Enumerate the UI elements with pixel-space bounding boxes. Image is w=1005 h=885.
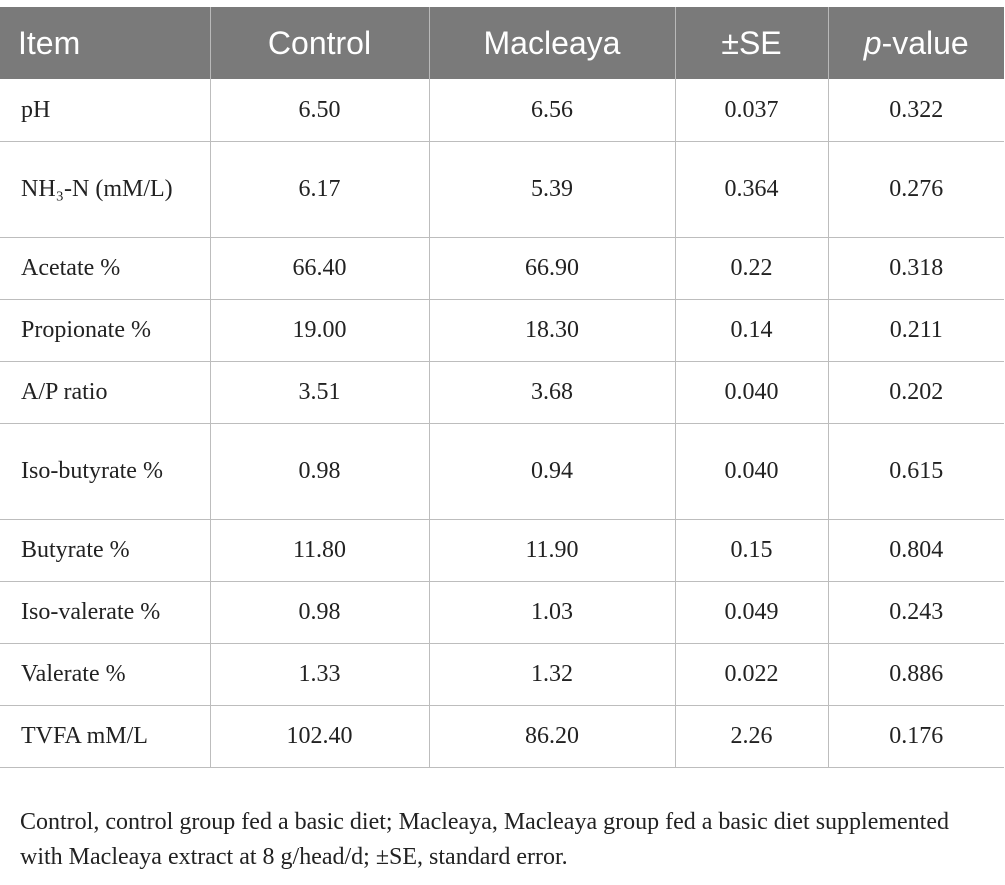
cell-item: Iso-butyrate %	[0, 423, 210, 519]
cell-se: 0.364	[675, 141, 828, 237]
cell-p-value: 0.202	[828, 361, 1004, 423]
cell-control: 3.51	[210, 361, 429, 423]
header-p-rest: -value	[881, 24, 969, 61]
cell-macleaya: 66.90	[429, 237, 675, 299]
cell-p-value: 0.886	[828, 643, 1004, 705]
cell-macleaya: 0.94	[429, 423, 675, 519]
cell-p-value: 0.211	[828, 299, 1004, 361]
cell-p-value: 0.615	[828, 423, 1004, 519]
cell-se: 0.049	[675, 581, 828, 643]
cell-se: 0.040	[675, 361, 828, 423]
cell-control: 102.40	[210, 705, 429, 767]
table-row	[0, 643, 1004, 705]
cell-item: A/P ratio	[0, 361, 210, 423]
cell-macleaya: 5.39	[429, 141, 675, 237]
cell-se: 0.15	[675, 519, 828, 581]
cell-p-value: 0.318	[828, 237, 1004, 299]
cell-item: TVFA mM/L	[0, 705, 210, 767]
cell-p-value: 0.276	[828, 141, 1004, 237]
cell-macleaya: 6.56	[429, 79, 675, 141]
table-row	[0, 79, 1004, 141]
cell-control: 66.40	[210, 237, 429, 299]
table-footnote: Control, control group fed a basic diet; Macleaya, Macleaya group fed a basic diet supplemented with Macleaya extract at 8 g/head/d; ±SE, standard error.	[20, 809, 950, 870]
cell-item: Iso-valerate %	[0, 581, 210, 643]
cell-macleaya: 3.68	[429, 361, 675, 423]
table-row	[0, 423, 1004, 519]
header-item: Item	[18, 24, 81, 61]
header-p-italic: p	[863, 24, 882, 61]
cell-se: 0.14	[675, 299, 828, 361]
cell-control: 0.98	[210, 581, 429, 643]
cell-se: 0.037	[675, 79, 828, 141]
cell-se: 0.22	[675, 237, 828, 299]
table-row	[0, 299, 1004, 361]
cell-control: 0.98	[210, 423, 429, 519]
cell-control: 6.50	[210, 79, 429, 141]
cell-p-value: 0.804	[828, 519, 1004, 581]
cell-control: 1.33	[210, 643, 429, 705]
cell-se: 0.022	[675, 643, 828, 705]
header-macleaya: Macleaya	[429, 7, 675, 79]
cell-p-value: 0.243	[828, 581, 1004, 643]
header-control: Control	[210, 7, 429, 79]
cell-se: 2.26	[675, 705, 828, 767]
header-se: ±SE	[675, 7, 828, 79]
cell-control: 19.00	[210, 299, 429, 361]
table-row	[0, 141, 1004, 237]
cell-macleaya: 18.30	[429, 299, 675, 361]
data-table	[0, 7, 1004, 768]
cell-macleaya: 86.20	[429, 705, 675, 767]
table-row	[0, 581, 1004, 643]
cell-p-value: 0.176	[828, 705, 1004, 767]
cell-item: pH	[0, 79, 210, 141]
cell-control: 6.17	[210, 141, 429, 237]
cell-item: Butyrate %	[0, 519, 210, 581]
table-row	[0, 705, 1004, 767]
header-p-value	[828, 7, 1004, 79]
cell-macleaya: 11.90	[429, 519, 675, 581]
cell-p-value: 0.322	[828, 79, 1004, 141]
table-row	[0, 237, 1004, 299]
cell-item: Valerate %	[0, 643, 210, 705]
cell-control: 11.80	[210, 519, 429, 581]
cell-macleaya: 1.03	[429, 581, 675, 643]
cell-macleaya: 1.32	[429, 643, 675, 705]
cell-item: Acetate %	[0, 237, 210, 299]
table-row	[0, 519, 1004, 581]
cell-item: Propionate %	[0, 299, 210, 361]
table-row	[0, 361, 1004, 423]
cell-item: NH₃-N (mM/L)	[0, 141, 210, 237]
cell-se: 0.040	[675, 423, 828, 519]
header-row	[0, 7, 1004, 79]
